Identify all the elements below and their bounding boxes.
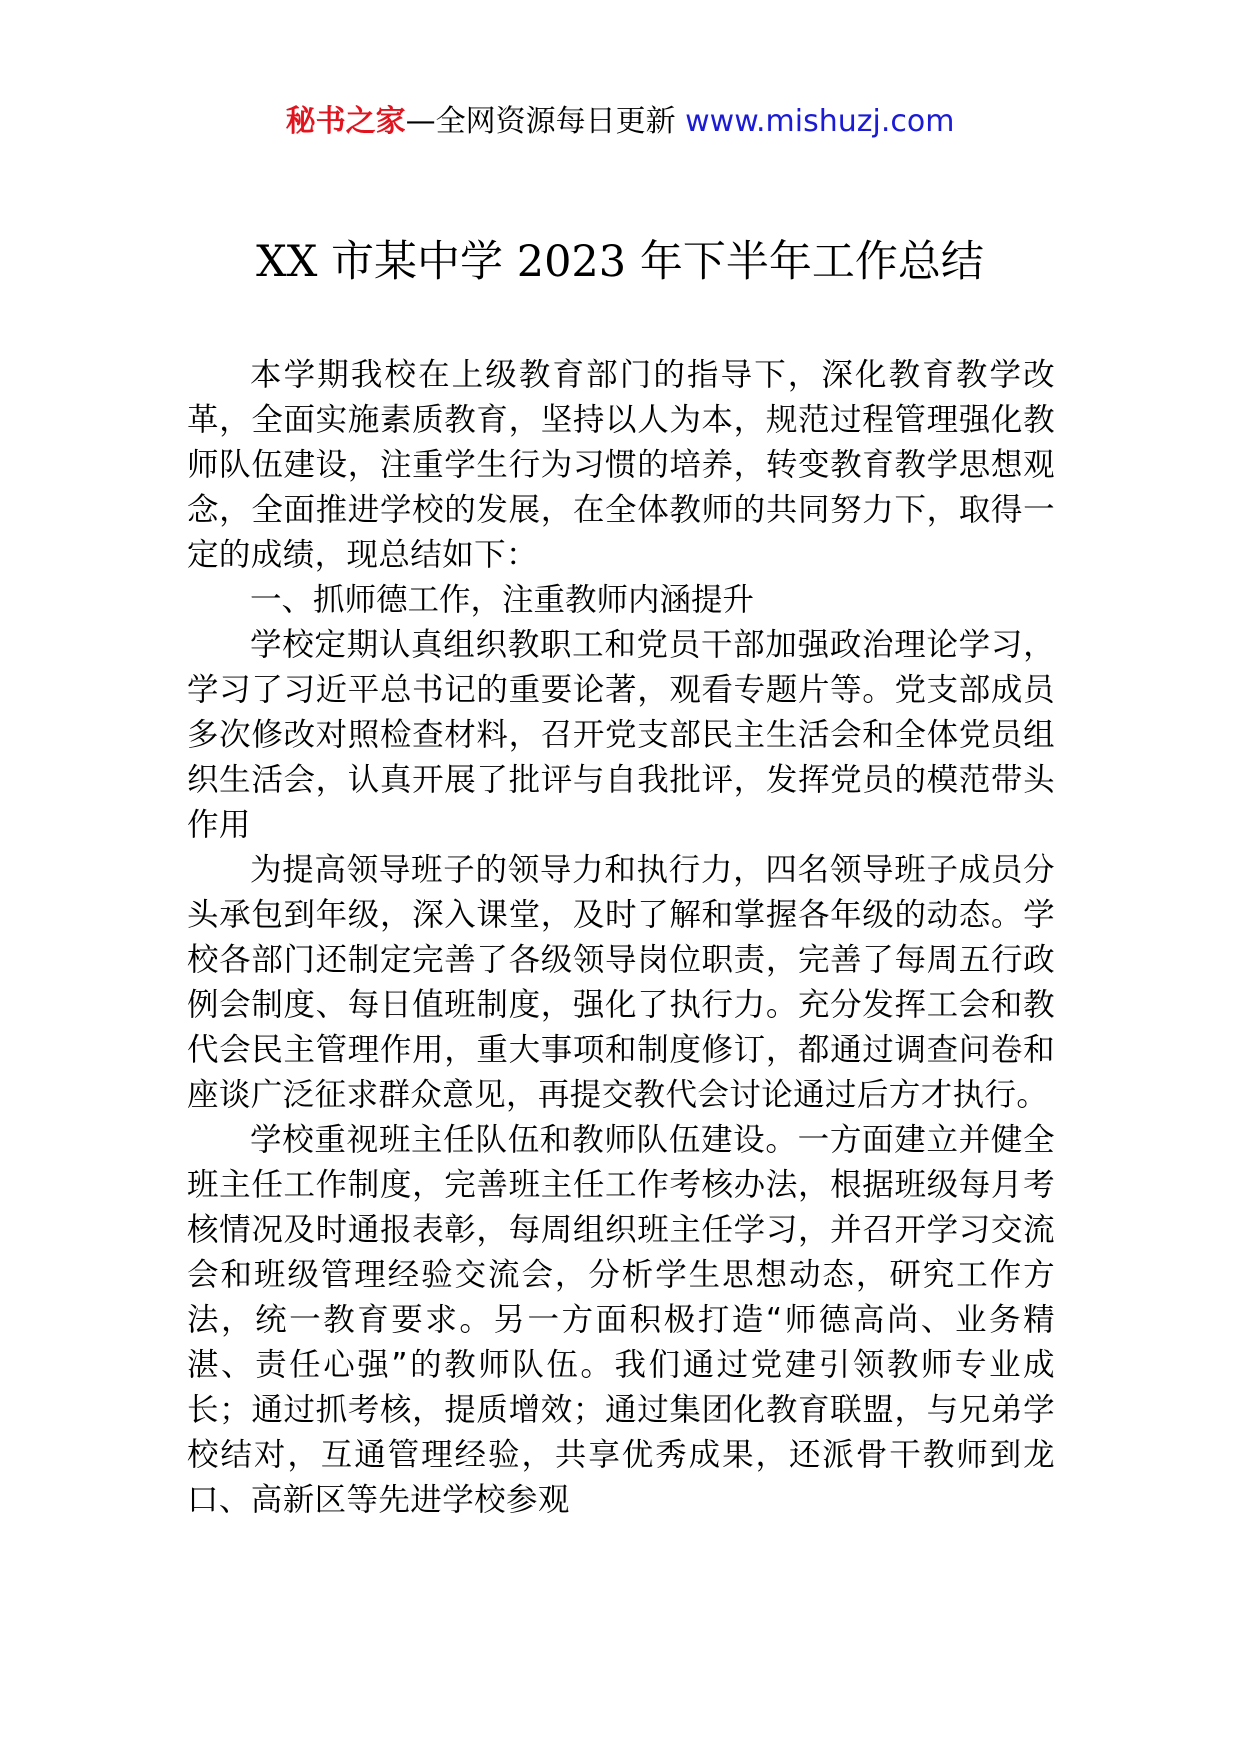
body-paragraph: 为提高领导班子的领导力和执行力，四名领导班子成员分头承包到年级，深入课堂，及时了解和掌握各年级的动态。学校各部门还制定完善了各级领导岗位职责，完善了每周五行政例会制度、每日值班制度，强化了执行力。充分发挥工会和教代会民主管理作用，重大事项和制度修订，都通过调查问卷和座谈广泛征求群众意见，再提交教代会讨论通过后方才执行。 bbox=[187, 852, 1055, 1113]
intro-paragraph: 本学期我校在上级教育部门的指导下，深化教育教学改革，全面实施素质教育，坚持以人为本，规范过程管理强化教师队伍建设，注重学生行为习惯的培养，转变教育教学思想观念，全面推进学校的发展，在全体教师的共同努力下，取得一定的成绩，现总结如下： bbox=[187, 357, 1055, 573]
document-title: XX 市某中学 2023 年下半年工作总结 bbox=[256, 237, 984, 287]
section-heading: 一、抓师德工作，注重教师内涵提升 bbox=[250, 582, 755, 618]
header-slogan: —全网资源每日更新 bbox=[405, 104, 686, 139]
header-url: www.mishuzj.com bbox=[685, 104, 955, 139]
document-body bbox=[187, 353, 1055, 1523]
body-paragraph: 学校定期认真组织教职工和党员干部加强政治理论学习，学习了习近平总书记的重要论著，观看专题片等。党支部成员多次修改对照检查材料，召开党支部民主生活会和全体党员组织生活会，认真开展了批评与自我批评，发挥党员的模范带头作用 bbox=[187, 627, 1055, 843]
body-paragraph: 学校重视班主任队伍和教师队伍建设。一方面建立并健全班主任工作制度，完善班主任工作考核办法，根据班级每月考核情况及时通报表彰，每周组织班主任学习，并召开学习交流会和班级管理经验交流会，分析学生思想动态，研究工作方法，统一教育要求。另一方面积极打造“师德高尚、业务精湛、责任心强”的教师队伍。我们通过党建引领教师专业成长；通过抓考核，提质增效；通过集团化教育联盟，与兄弟学校结对，互通管理经验，共享优秀成果，还派骨干教师到龙口、高新区等先进学校参观 bbox=[187, 1122, 1055, 1518]
header-brand: 秘书之家 bbox=[285, 104, 406, 139]
site-header bbox=[0, 100, 1240, 144]
